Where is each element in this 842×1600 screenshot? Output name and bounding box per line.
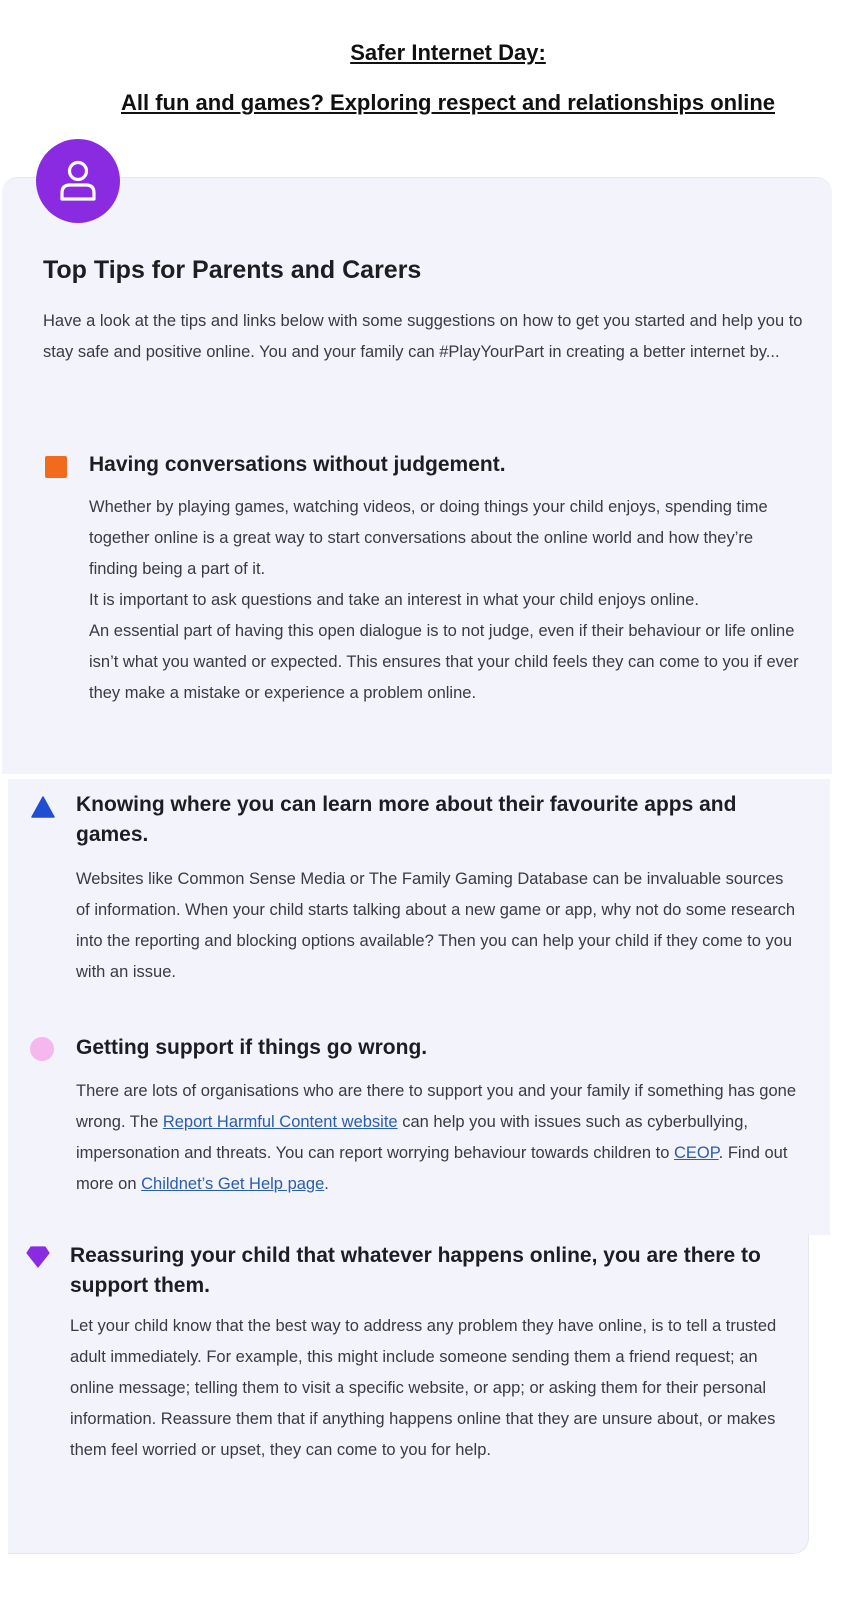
tip-text: . (324, 1175, 329, 1193)
document-title: Safer Internet Day: (350, 40, 546, 65)
tip-paragraph: An essential part of having this open dialogue is to not judge, even if their behaviour or life online isn’t what you wanted or expected. This ensures that your child feels they can come to you if ever they make a mistake or experience a problem online. (89, 622, 799, 702)
tip-text: . Find out more on (76, 1144, 788, 1193)
tip-heading-reassure: Reassuring your child that whatever happens online, you are there to support them. (70, 1244, 761, 1297)
tip-text: can help you with issues such as cyberbullying, impersonation and threats. You can report worrying behaviour towards children to (76, 1113, 748, 1162)
tip-paragraph: Whether by playing games, watching videos, or doing things your child enjoys, spending time together online is a great way to start conversations about the online world and how they’re finding being a part of it. (89, 498, 768, 578)
purple-gem-icon (26, 1246, 50, 1273)
tip-body-apps (76, 864, 796, 988)
tip-paragraph: Let your child know that the best way to address any problem they have online, is to tell a trusted adult immediately. For example, this might include someone sending them a friend request; an online message; telling them to visit a specific website, or app; or asking them for their personal information. Reassure them that if anything happens online that they are unsure about, or makes them feel worried or upset, they can come to you for help. (70, 1317, 777, 1459)
tip-paragraph: It is important to ask questions and take an interest in what your child enjoys online. (89, 591, 699, 609)
orange-square-icon (45, 456, 67, 483)
tip-heading-apps: Knowing where you can learn more about their favourite apps and games. (76, 793, 737, 846)
person-icon (36, 139, 120, 223)
pink-circle-icon (30, 1037, 54, 1066)
tip-body-conversations (89, 492, 799, 709)
tip-heading-conversations: Having conversations without judgement. (89, 453, 506, 476)
card-heading: Top Tips for Parents and Carers (43, 256, 422, 284)
tip-paragraph: Websites like Common Sense Media or The Family Gaming Database can be invaluable sources of information. When your child starts talking about a new game or app, why not do some research into the reporting and blocking options available? Then you can help your child if they come to you with an issue. (76, 870, 796, 981)
tip-body-support (76, 1076, 796, 1200)
report-harmful-content-link[interactable]: Report Harmful Content website (162, 1113, 398, 1131)
card-intro: Have a look at the tips and links below with some suggestions on how to get you started and help you to stay safe and positive online. You and your family can #PlayYourPart in creating a better internet by... (43, 312, 803, 361)
blue-triangle-icon (31, 796, 55, 823)
childnet-get-help-link[interactable]: Childnet’s Get Help page (141, 1175, 325, 1193)
tip-paragraph (76, 1076, 796, 1200)
document-subtitle: All fun and games? Exploring respect and relationships online (121, 90, 775, 115)
ceop-link[interactable]: CEOP (674, 1144, 719, 1162)
tip-heading-support: Getting support if things go wrong. (76, 1036, 428, 1059)
tip-body-reassure (70, 1311, 786, 1466)
tip-text: There are lots of organisations who are there to support you and your family if something has gone wrong. The (76, 1082, 796, 1131)
